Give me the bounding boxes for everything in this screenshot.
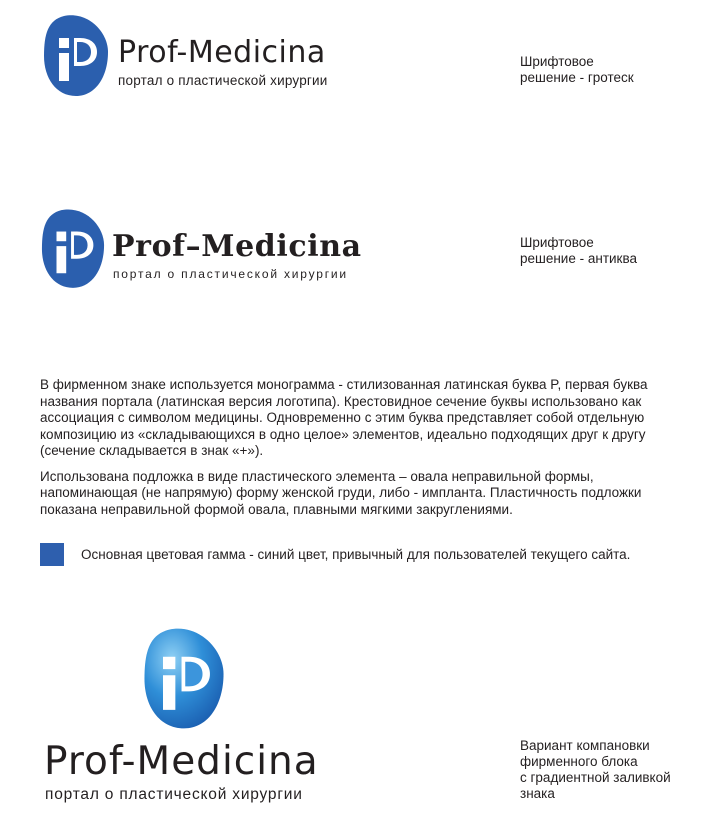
note-line: фирменного блока <box>520 754 638 769</box>
note-line: знака <box>520 786 555 801</box>
monogram-p-icon <box>42 14 110 98</box>
logo-sans-name: Prof-Medicina <box>118 35 326 70</box>
note-line: решение - гротеск <box>520 70 634 85</box>
logo-gradient-tagline: портал о пластической хирургии <box>45 786 303 803</box>
logo-serif-name: Prof–Medicina <box>112 229 362 264</box>
gradient-monogram-icon <box>142 626 226 732</box>
note-line: Вариант компановки <box>520 738 650 753</box>
note-line: решение - антиква <box>520 251 637 266</box>
description-paragraph-2: Использована подложка в виде пластического элемента – овала неправильной формы, напоминающая (не напрямую) форму женской груди, либо - импланта. Пластичность подложки показана неправильной формой овала, плавными мягкими закруглениями. <box>40 468 642 517</box>
description-block <box>40 377 670 518</box>
color-note: Основная цветовая гамма - синий цвет, привычный для пользователей текущего сайта. <box>81 547 631 562</box>
logo-gradient-name: Prof-Medicina <box>44 739 319 784</box>
logo-serif-note <box>520 235 637 267</box>
logo-gradient-note <box>520 738 671 802</box>
logo-sans-note <box>520 54 634 86</box>
note-line: с градиентной заливкой <box>520 770 671 785</box>
color-swatch <box>40 543 64 566</box>
monogram-p-icon <box>40 207 106 291</box>
description-paragraph-1: В фирменном знаке используется монограмма - стилизованная латинская буква P, первая буква названия портала (латинская версия логотипа). Крестовидное сечение буквы использовано как ассоциация с символом медицины. Одновременно с этим буква представляет собой отдельную композицию из «складывающихся в одно целое» элементов, идеально подходящих друг к другу (сечение складывается в знак «+»). <box>40 377 648 458</box>
logo-sans-tagline: портал о пластической хирургии <box>118 73 328 88</box>
note-line: Шрифтовое <box>520 54 594 69</box>
logo-serif-tagline: портал о пластической хирургии <box>113 267 348 281</box>
note-line: Шрифтовое <box>520 235 594 250</box>
